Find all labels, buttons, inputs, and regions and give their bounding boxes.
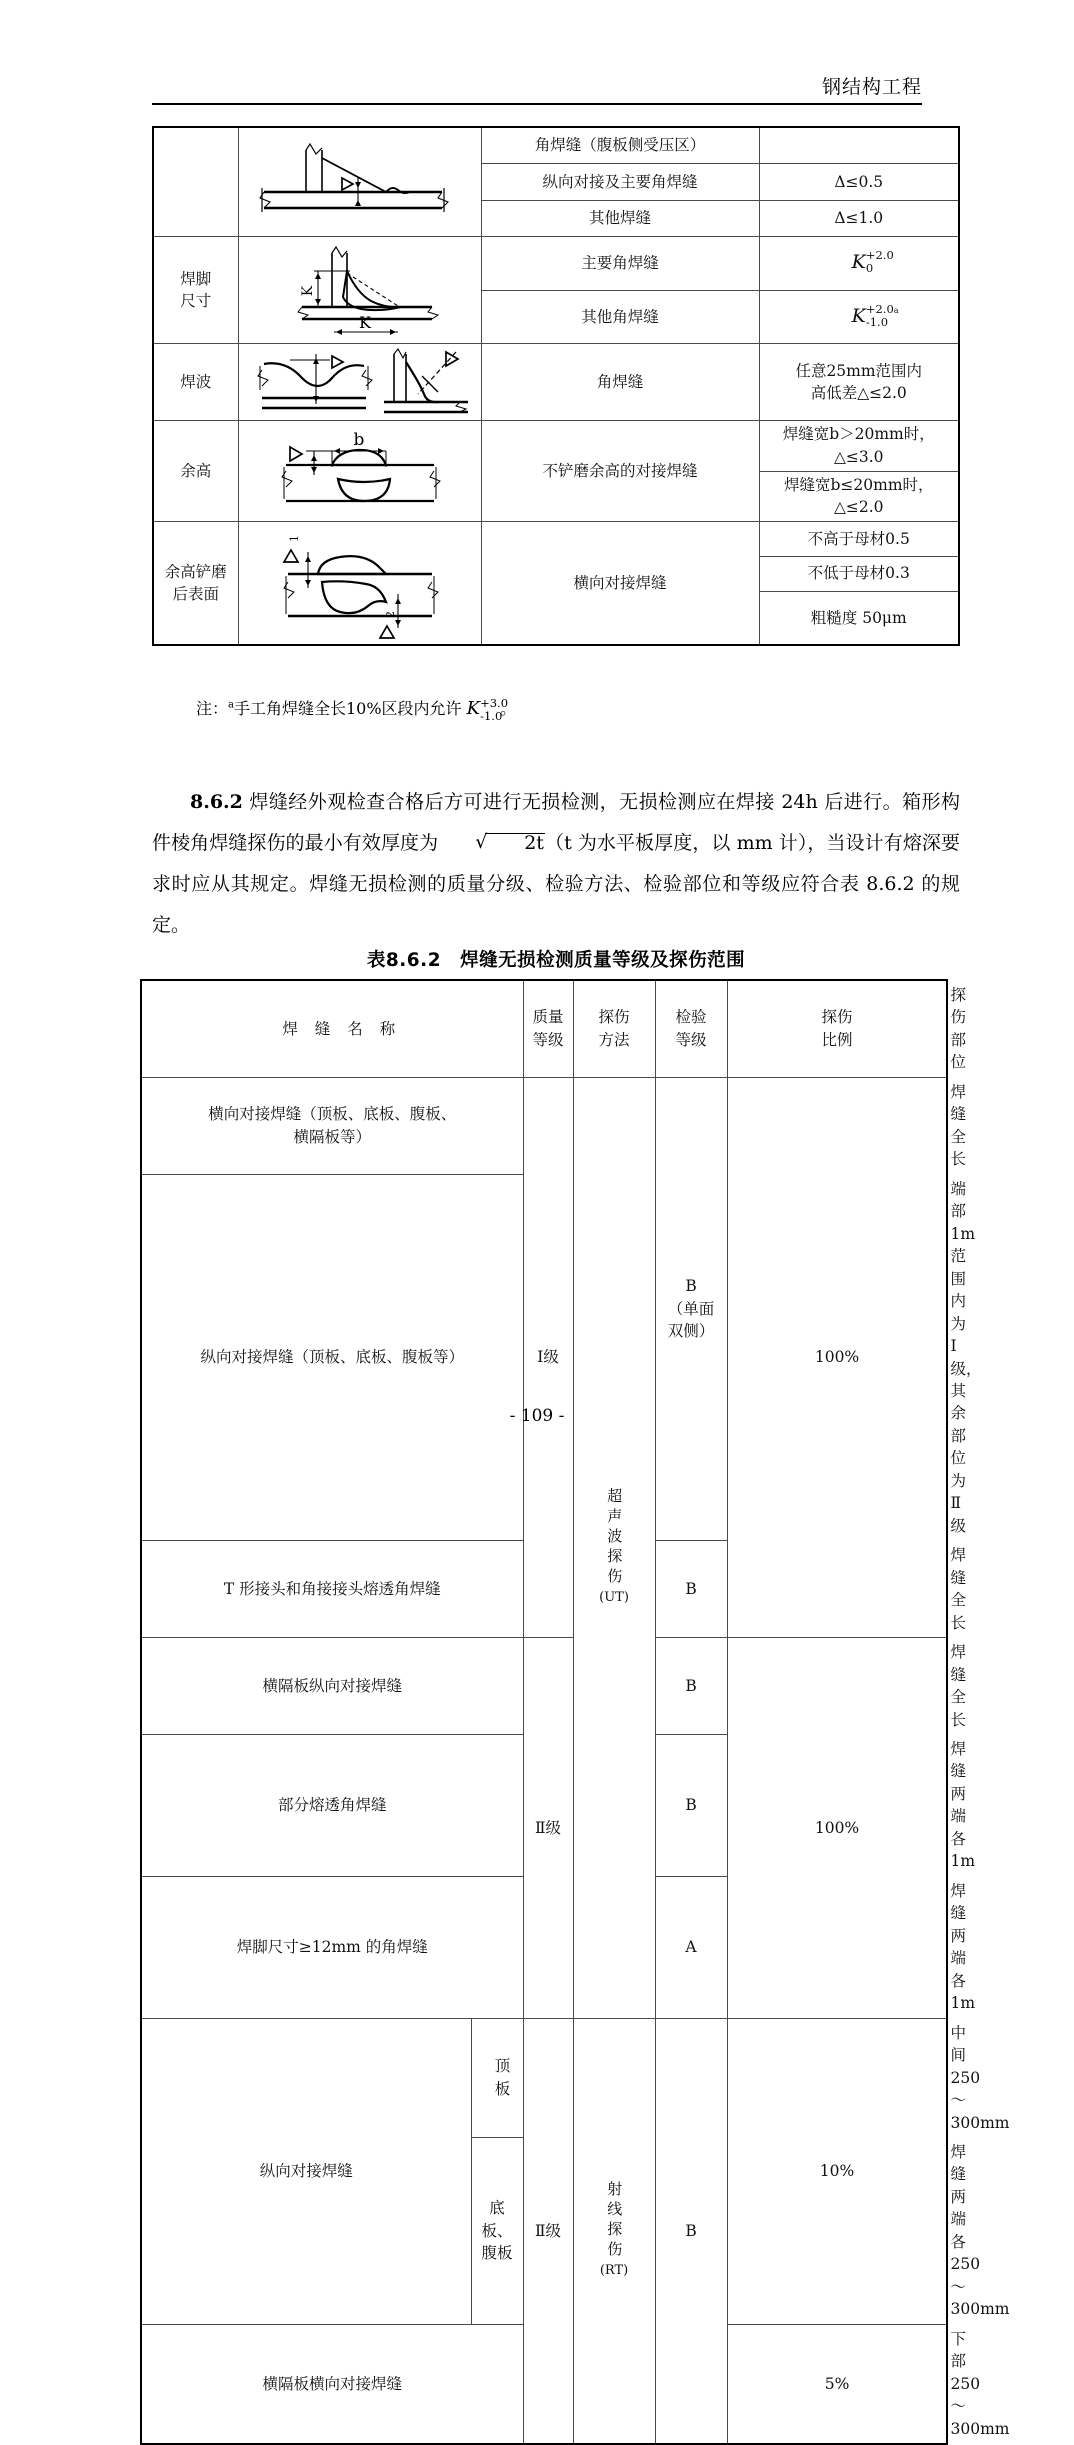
ndt-method-abbr: (UT) bbox=[599, 1589, 629, 1605]
clause-text-part-1: 焊缝经外观检查合格后方可进行无损检测，无损检测应在焊接 24h 后进行。箱形构件棱角焊缝探伤的最小有效厚度为 bbox=[152, 791, 960, 854]
table-8-6-2-caption: 表8.6.2 焊缝无损检测质量等级及探伤范围 bbox=[366, 950, 746, 971]
weld-tolerance-cell: 不低于母材0.3 bbox=[759, 556, 959, 591]
weld-ripple-diagram bbox=[246, 346, 474, 418]
table-row: 底板、腹板 焊缝两端各 250～300mm bbox=[141, 2137, 947, 2324]
weld-appearance-tolerance-table-wrapper bbox=[152, 126, 960, 646]
weld-tolerance-cell: Δ≤1.0 bbox=[759, 200, 959, 236]
weld-name-cell: 部分熔透角焊缝 bbox=[141, 1735, 523, 1877]
label-line-2: 尺寸 bbox=[180, 292, 212, 310]
header-rule bbox=[152, 103, 922, 105]
k-base: K bbox=[851, 251, 866, 274]
weld-tolerance-cell bbox=[759, 237, 959, 291]
row-label-weld-leg-size bbox=[153, 237, 238, 344]
ndt-quality-table bbox=[140, 979, 1010, 2445]
weld-ripple-figure-cell bbox=[238, 344, 481, 421]
ndt-method-cell bbox=[573, 2018, 655, 2444]
weld-kind-cell: 角焊缝 bbox=[481, 344, 759, 421]
table-row: 部分熔透角焊缝 B 焊缝两端各 1m bbox=[141, 1735, 947, 1877]
reinforcement-diagram bbox=[246, 423, 474, 519]
col-header-ndt-method: 探伤 方法 bbox=[573, 980, 655, 1077]
radicand: 2t bbox=[485, 833, 545, 854]
label-line-1: 余高铲磨 bbox=[164, 562, 227, 581]
table-row: 焊脚尺寸≥12mm 的角焊缝 A 焊缝两端各 1m bbox=[141, 1876, 947, 2018]
weld-name-cell: 纵向对接焊缝 bbox=[141, 2018, 471, 2324]
ground-reinforcement-figure-cell bbox=[238, 522, 481, 646]
table-row bbox=[153, 522, 959, 557]
name-line-1: 横向对接焊缝（顶板、底板、腹板、 bbox=[208, 1105, 457, 1124]
page-number: - 109 - bbox=[509, 1406, 565, 1426]
k-superscript: +3.0 bbox=[480, 696, 509, 710]
k-footnote-marker: a bbox=[893, 305, 899, 315]
weld-name-cell: 纵向对接焊缝（顶板、底板、腹板等） bbox=[141, 1174, 523, 1541]
inspection-grade-cell: A bbox=[655, 1876, 727, 2018]
k-notation bbox=[851, 301, 899, 331]
svg-text:b: b bbox=[353, 430, 364, 450]
weld-tolerance-cell bbox=[759, 471, 959, 522]
weld-tolerance-cell bbox=[759, 344, 959, 421]
weld-name-cell bbox=[141, 1077, 523, 1174]
quality-grade-cell: Ⅱ级 bbox=[523, 1638, 573, 2019]
weld-kind-cell: 纵向对接及主要角焊缝 bbox=[481, 164, 759, 200]
table-row: 横隔板纵向对接焊缝 Ⅱ级 B 100% 焊缝全长 bbox=[141, 1638, 947, 1735]
value-line-1: 任意25mm范围内 bbox=[795, 361, 923, 380]
quality-grade-cell: Ⅱ级 bbox=[523, 2018, 573, 2444]
note-prefix: 注： bbox=[196, 699, 229, 718]
value-line-1: 焊缝宽b＞20mm时， bbox=[782, 425, 935, 444]
inspection-grade-cell: B bbox=[655, 1541, 727, 1638]
undercut-figure-cell bbox=[238, 127, 481, 237]
clause-8-6-2-paragraph bbox=[152, 782, 960, 946]
col-header-inspection-grade: 检验 等级 bbox=[655, 980, 727, 1077]
clause-text-part-2: （t 为水平板厚度，以 mm 计），当设计有熔深要求时应从其规定。焊缝无损检测的质量分级、检验方法、检验部位和等级应符合表 8.6.2 的规定。 bbox=[152, 832, 960, 936]
weld-name-cell: 焊脚尺寸≥12mm 的角焊缝 bbox=[141, 1876, 523, 2018]
weld-kind-cell: 其他角焊缝 bbox=[481, 290, 759, 344]
quality-grade-cell: Ⅰ级 bbox=[523, 1077, 573, 1637]
weld-tolerance-cell bbox=[759, 127, 959, 164]
k-base: K bbox=[466, 698, 481, 719]
ndt-method-cell bbox=[573, 1077, 655, 2018]
table-row: 横向对接焊缝（顶板、底板、腹板、 横隔板等） Ⅰ级 超声波探伤 (UT) B （单面 双侧） 100% 焊缝全长 bbox=[141, 1077, 947, 1174]
reinforcement-figure-cell bbox=[238, 421, 481, 522]
note-marker: a bbox=[228, 699, 234, 711]
inspection-ratio-cell: 10% bbox=[727, 2018, 947, 2324]
table-row bbox=[153, 237, 959, 291]
table-row bbox=[153, 127, 959, 164]
inspection-ratio-cell: 100% bbox=[727, 1077, 947, 1637]
square-root-expression bbox=[438, 823, 545, 864]
value-line-1: 焊缝宽b≤20mm时， bbox=[783, 475, 934, 494]
weld-name-cell: 横隔板横向对接焊缝 bbox=[141, 2324, 523, 2444]
k-subscript: -1.0 bbox=[865, 314, 889, 329]
fillet-weld-undercut-diagram bbox=[246, 130, 474, 234]
ndt-method-vertical-text: 超声波探伤 bbox=[605, 1487, 624, 1588]
note-text: 手工角焊缝全长10%区段内允许 bbox=[233, 699, 462, 718]
k-superscript: +2.0 bbox=[865, 248, 894, 263]
svg-text:2: 2 bbox=[383, 611, 397, 618]
svg-text:1: 1 bbox=[287, 535, 301, 542]
weld-kind-cell: 其他焊缝 bbox=[481, 200, 759, 236]
inspection-ratio-cell: 5% bbox=[727, 2324, 947, 2444]
svg-text:K: K bbox=[299, 285, 316, 297]
weld-name-cell: 横隔板纵向对接焊缝 bbox=[141, 1638, 523, 1735]
weld-appearance-tolerance-table bbox=[152, 126, 960, 646]
k-superscript: +2.0a bbox=[865, 301, 899, 316]
table-note bbox=[196, 696, 517, 723]
weld-leg-figure-cell bbox=[238, 237, 481, 344]
weld-tolerance-cell bbox=[759, 421, 959, 472]
clause-number: 8.6.2 bbox=[190, 791, 243, 813]
inspection-grade-cell: B bbox=[655, 1735, 727, 1877]
row-label-ground-surface bbox=[153, 522, 238, 646]
weld-name-sub-cell: 顶 板 bbox=[471, 2018, 523, 2137]
table-row bbox=[153, 344, 959, 421]
weld-name-sub-cell: 底板、腹板 bbox=[471, 2137, 523, 2324]
table-row: 横隔板横向对接焊缝 5% 下部 250～300mm bbox=[141, 2324, 947, 2444]
table-row: 纵向对接焊缝 顶 板 Ⅱ级 射线探伤 (RT) B 10% 中间 250～300mm bbox=[141, 2018, 947, 2137]
k-base: K bbox=[851, 304, 866, 327]
label-line-1: 焊脚 bbox=[180, 269, 212, 288]
col-header-quality-grade: 质量 等级 bbox=[523, 980, 573, 1077]
label-line-2: 后表面 bbox=[172, 585, 219, 603]
k-notation bbox=[466, 696, 509, 723]
value-line-2: 高低差△≤2.0 bbox=[810, 384, 907, 402]
inspection-grade-cell: B （单面 双侧） bbox=[655, 1077, 727, 1540]
table-row: 纵向对接焊缝（顶板、底板、腹板等） 端部 1m 范围内为Ⅰ级，其 余部位为Ⅱ级 bbox=[141, 1174, 947, 1541]
weld-tolerance-cell: 不高于母材0.5 bbox=[759, 522, 959, 557]
running-header: 钢结构工程 bbox=[821, 76, 922, 98]
ground-reinforcement-diagram bbox=[246, 524, 474, 642]
value-line-2: △≤2.0 bbox=[833, 498, 884, 517]
inspection-grade-cell: B bbox=[655, 2018, 727, 2444]
weld-tolerance-cell bbox=[759, 290, 959, 344]
row-label-weld-ripple: 焊波 bbox=[153, 344, 238, 421]
weld-kind-cell: 横向对接焊缝 bbox=[481, 522, 759, 646]
col-header-weld-name: 焊 缝 名 称 bbox=[141, 980, 523, 1077]
col-header-inspection-ratio: 探伤 比例 bbox=[727, 980, 947, 1077]
row-label-reinforcement: 余高 bbox=[153, 421, 238, 522]
weld-kind-cell: 角焊缝（腹板侧受压区） bbox=[481, 127, 759, 164]
ndt-method-vertical-text: 射线探伤 bbox=[605, 2180, 624, 2261]
k-subscript: 0 bbox=[865, 261, 874, 276]
weld-kind-cell: 主要角焊缝 bbox=[481, 237, 759, 291]
ndt-method-abbr: (RT) bbox=[599, 2262, 629, 2278]
weld-kind-cell: 不铲磨余高的对接焊缝 bbox=[481, 421, 759, 522]
inspection-ratio-cell: 100% bbox=[727, 1638, 947, 2019]
name-line-2: 横隔板等） bbox=[293, 1127, 372, 1146]
k-notation bbox=[851, 248, 894, 277]
weld-tolerance-cell: Δ≤0.5 bbox=[759, 164, 959, 200]
svg-text:K: K bbox=[358, 313, 371, 332]
weld-leg-size-diagram bbox=[246, 239, 474, 341]
inspection-grade-cell: B bbox=[655, 1638, 727, 1735]
weld-tolerance-cell: 粗糙度 50μm bbox=[759, 591, 959, 645]
ndt-quality-table-wrapper bbox=[140, 979, 1010, 2445]
table-header-row: 焊 缝 名 称 质量 等级 探伤 方法 检验 等级 探伤 比例 探 伤 部 位 bbox=[141, 980, 947, 1077]
note-suffix: 。 bbox=[500, 699, 517, 718]
row-label-blank bbox=[153, 127, 238, 237]
value-line-2: △≤3.0 bbox=[833, 447, 884, 466]
k-subscript: -1.0 bbox=[480, 709, 503, 723]
table-row bbox=[153, 421, 959, 472]
weld-name-cell: T 形接头和角接接头熔透角焊缝 bbox=[141, 1541, 523, 1638]
table-row: T 形接头和角接接头熔透角焊缝 B 焊缝全长 bbox=[141, 1541, 947, 1638]
